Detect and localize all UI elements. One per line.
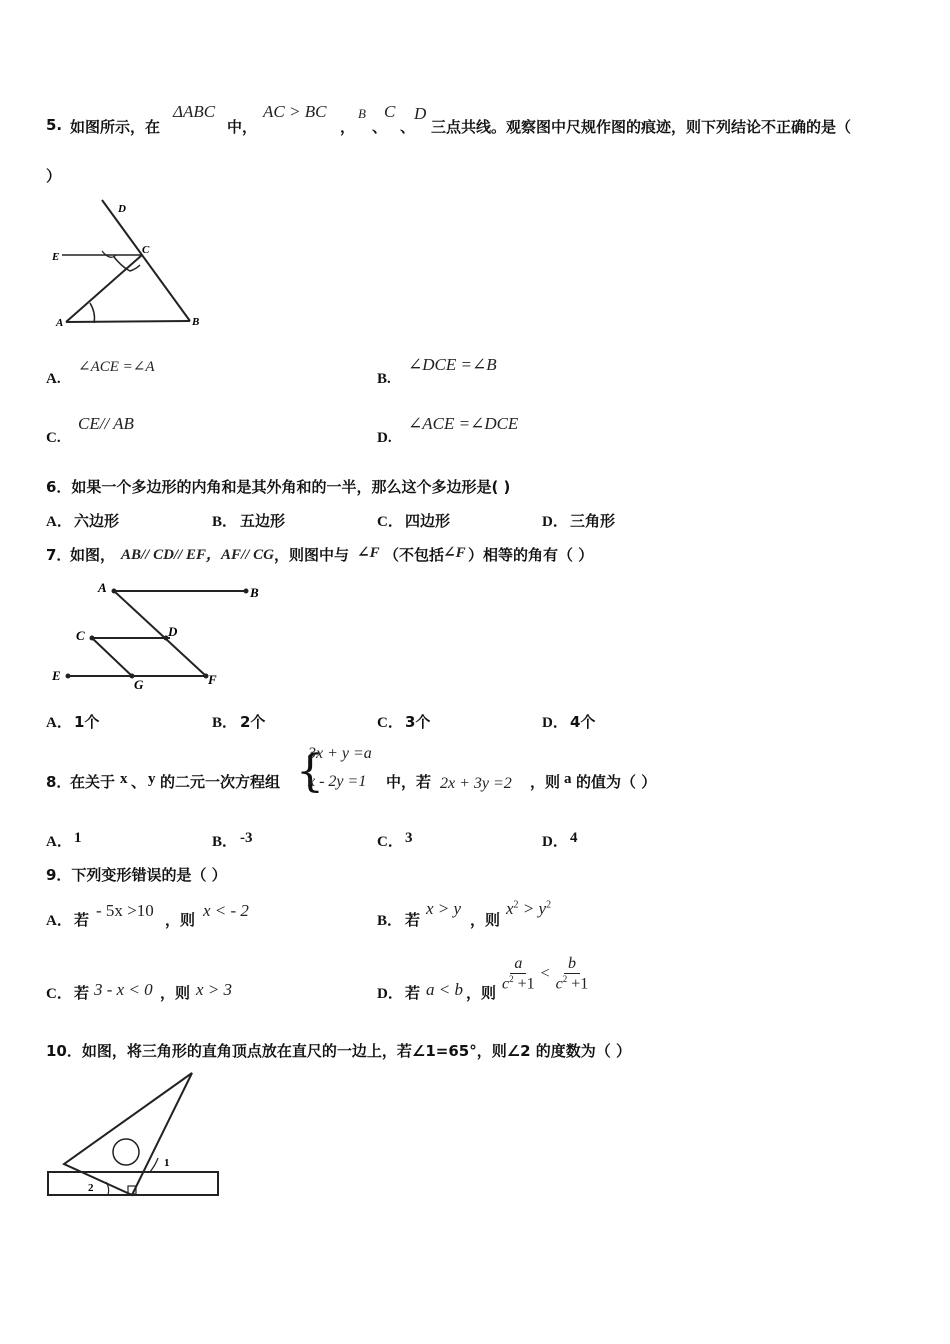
fig7-label-e: E — [52, 668, 61, 683]
q10-stem: 10．如图，将三角形的直角顶点放在直尺的一边上，若∠1=65°，则∠2 的度数为（ ） — [46, 1042, 632, 1060]
q9-option-c-label: C． — [46, 986, 72, 1002]
q9-option-d-if: 若 — [405, 984, 421, 1002]
q5-option-d-math: ∠ACE =∠DCE — [408, 414, 519, 433]
q9-option-c-then: ，则 — [160, 984, 191, 1002]
q6-option-d-label: D． — [542, 514, 568, 530]
q9-option-a-then: ，则 — [165, 911, 196, 929]
fig7-label-g: G — [134, 677, 144, 692]
q9-stem: 9．下列变形错误的是（ ） — [46, 866, 227, 884]
q7-text-3: （不包括 — [384, 546, 445, 564]
q9-option-d-result — [502, 955, 588, 993]
q9-option-b-premise: x > y — [426, 899, 462, 918]
q5-option-b-math: ∠DCE =∠B — [408, 355, 497, 374]
q5-text-6: 三点共线。观察图中尺规作图的痕迹，则下列结论不正确的是（ — [431, 118, 852, 136]
q5-math-inequality: AC > BC — [263, 102, 327, 121]
q5-option-a-label: A. — [46, 371, 61, 387]
fig5-label-d: D — [118, 203, 126, 215]
q6-option-a-text: 六边形 — [74, 512, 120, 530]
q5-math-triangle: ΔABC — [173, 102, 216, 121]
q8-text-5: 的值为（ ） — [576, 773, 657, 791]
q9-d-den1-c: c — [502, 975, 510, 993]
q8-option-b-label: B． — [212, 834, 238, 850]
q7-math-parallel: AB// CD// EF，AF// CG — [121, 547, 274, 563]
q9-b-exp2: 2 — [546, 899, 552, 911]
q5-math-b: B — [358, 106, 366, 121]
fig7-label-c: C — [76, 628, 85, 643]
q7-option-d-text: 4个 — [570, 713, 596, 731]
fig10-label-2: 2 — [88, 1182, 94, 1194]
q8-option-b-text: -3 — [240, 830, 253, 846]
q9-option-c-if: 若 — [74, 984, 90, 1002]
q9-d-num-2: b — [564, 955, 580, 974]
q9-option-b-if: 若 — [405, 911, 421, 929]
q9-option-a-label: A． — [46, 913, 72, 929]
q6-stem: 6．如果一个多边形的内角和是其外角和的一半，那么这个多边形是( ) — [46, 478, 511, 496]
q9-d-fraction-1 — [502, 955, 535, 993]
q5-option-c-label: C. — [46, 430, 61, 446]
q9-option-d-then: ，则 — [466, 984, 497, 1002]
q8-condition: 2x + 3y =2 — [440, 775, 512, 792]
fig5-label-c: C — [142, 244, 150, 256]
q8-text-1: 在关于 — [70, 773, 116, 791]
fig7-label-b: B — [250, 585, 259, 600]
q6-option-a-label: A． — [46, 514, 72, 530]
q6-option-c-label: C． — [377, 514, 403, 530]
q8-option-d-text: 4 — [570, 830, 578, 846]
q9-option-c-premise: 3 - x < 0 — [94, 980, 153, 999]
q8-equation-1: 3x + y =a — [308, 745, 372, 762]
q7-text-4: ）相等的角有（ ） — [468, 546, 594, 564]
q5-option-d-label: D. — [377, 430, 392, 446]
q8-option-c-text: 3 — [405, 830, 413, 846]
q8-option-a-text: 1 — [74, 830, 82, 846]
q5-text-5: 、 — [400, 118, 416, 136]
q8-number: 8． — [46, 773, 72, 791]
q5-figure — [46, 195, 221, 335]
q7-text-1: 如图， — [70, 546, 116, 564]
q9-option-a-if: 若 — [74, 911, 90, 929]
q7-text-2: ，则图中与 — [274, 546, 350, 564]
q7-number: 7． — [46, 546, 72, 564]
q9-option-d-premise: a < b — [426, 980, 463, 999]
q9-d-den2-c: c — [555, 975, 563, 993]
fig10-label-1: 1 — [164, 1157, 170, 1169]
q6-option-b-text: 五边形 — [240, 512, 286, 530]
q8-sep: 、 — [131, 773, 147, 791]
q7-math-angle-f: ∠F — [357, 545, 380, 561]
q9-d-num-1: a — [510, 955, 526, 974]
q8-var-y: y — [148, 771, 156, 787]
fig7-label-d: D — [168, 624, 178, 639]
q5-text-3: ， — [340, 118, 356, 136]
q8-var-a: a — [564, 771, 572, 787]
q7-math-angle-f-2: ∠F — [443, 545, 466, 561]
fig7-label-a: A — [98, 580, 107, 595]
q9-option-c-result: x > 3 — [196, 980, 233, 999]
q7-option-a-label: A． — [46, 715, 72, 731]
q8-option-d-label: D． — [542, 834, 568, 850]
q8-text-2: 的二元一次方程组 — [160, 773, 281, 791]
q9-option-a-result: x < - 2 — [203, 901, 249, 920]
q9-option-a-premise: - 5x >10 — [96, 901, 154, 920]
q7-figure — [46, 578, 276, 693]
q5-option-a-math: ∠ACE =∠A — [78, 359, 155, 375]
q9-option-b-label: B． — [377, 913, 403, 929]
fig7-label-f: F — [208, 672, 217, 687]
q5-close-paren: ） — [46, 167, 62, 185]
q8-option-a-label: A． — [46, 834, 72, 850]
q8-option-c-label: C． — [377, 834, 403, 850]
fig5-label-b: B — [192, 316, 200, 328]
q6-option-b-label: B． — [212, 514, 238, 530]
q6-option-c-text: 四边形 — [405, 512, 451, 530]
q5-option-c-math: CE// AB — [78, 414, 134, 433]
q7-option-b-label: B． — [212, 715, 238, 731]
q5-number: 5. — [46, 116, 63, 134]
q9-d-fraction-2 — [556, 955, 589, 993]
q5-math-d: D — [414, 104, 427, 123]
q7-option-c-text: 3个 — [405, 713, 431, 731]
q9-b-exp1: 2 — [513, 899, 519, 911]
q7-option-d-label: D． — [542, 715, 568, 731]
q9-d-den2-plus: +1 — [567, 975, 589, 993]
q9-b-gt-y: > y — [518, 899, 547, 918]
q8-var-x: x — [120, 771, 128, 787]
q6-option-d-text: 三角形 — [570, 512, 616, 530]
q9-d-less-than: < — [540, 965, 550, 983]
q9-d-den1-plus: +1 — [513, 975, 535, 993]
q10-figure — [46, 1068, 226, 1200]
q7-option-b-text: 2个 — [240, 713, 266, 731]
q9-d-den1-exp: 2 — [509, 974, 514, 984]
q5-text-4: 、 — [372, 118, 388, 136]
q9-option-b-then: ，则 — [470, 911, 501, 929]
q9-option-b-result — [506, 899, 551, 919]
q5-text-2: 中， — [227, 118, 258, 136]
q5-text-1: 如图所示，在 — [70, 118, 161, 136]
q5-option-b-label: B. — [377, 371, 391, 387]
q7-option-c-label: C． — [377, 715, 403, 731]
q9-d-den-1 — [502, 974, 535, 993]
q8-text-4: ，则 — [530, 773, 561, 791]
q5-math-c: C — [384, 102, 396, 121]
fig5-label-a: A — [56, 317, 64, 329]
q8-text-3: 中，若 — [386, 773, 432, 791]
q9-b-x: x — [506, 899, 514, 918]
fig5-label-e: E — [52, 251, 60, 263]
q7-option-a-text: 1个 — [74, 713, 100, 731]
q8-equation-2: x - 2y =1 — [308, 773, 367, 790]
q8-system-brace: { — [296, 746, 324, 797]
q9-d-den-2 — [556, 974, 589, 993]
q9-d-den2-exp: 2 — [562, 974, 568, 984]
q9-option-d-label: D． — [377, 986, 403, 1002]
